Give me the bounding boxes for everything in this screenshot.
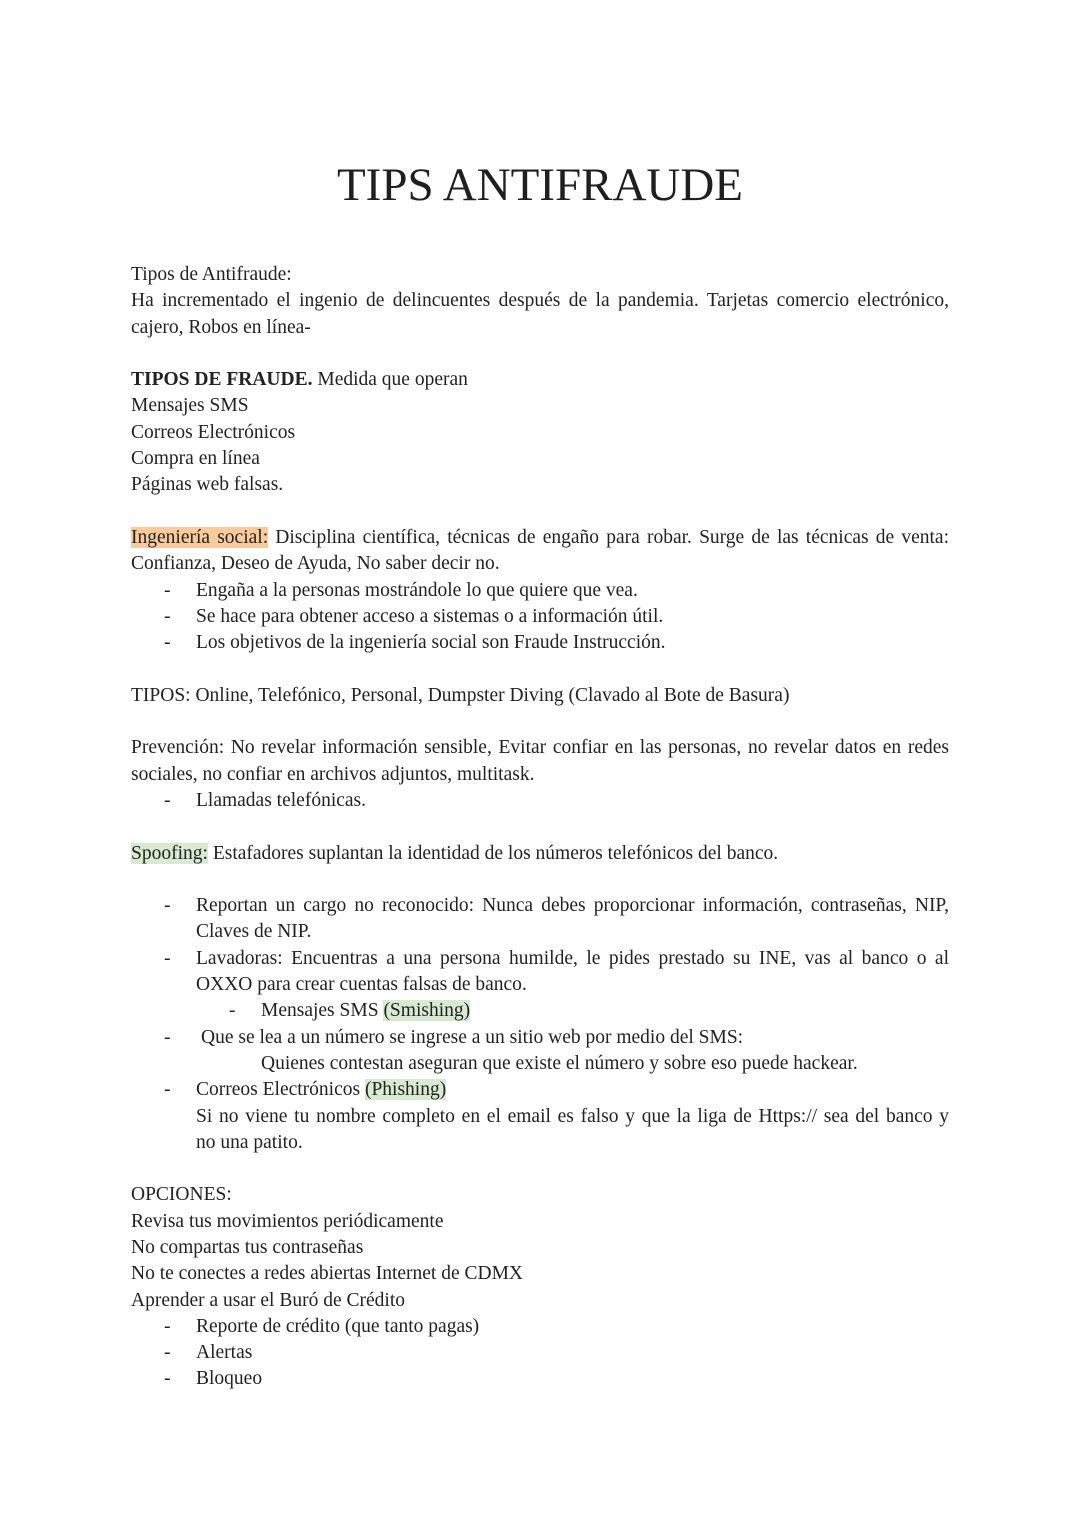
smishing-label: (Smishing) [383,1000,471,1022]
intro-heading: Tipos de Antifraude: [131,264,292,285]
bullet-continuation: Si no viene tu nombre completo en el email es falso y que la liga de Https:// sea del banco y [196,1105,949,1127]
phishing-text: Correos Electrónicos [196,1079,365,1101]
list-item [131,604,949,630]
bullet-text: Alertas [196,1342,253,1364]
prevention-line-1: Prevención: No revelar información sensible, Evitar confiar en las personas, no revelar datos en redes [131,737,949,759]
fraud-type-item: Compra en línea [131,448,260,470]
list-item [131,578,949,604]
bullet-continuation: no una patito. [196,1131,303,1153]
bullet-text: Reporte de crédito (que tanto pagas) [196,1315,480,1337]
intro-line-1: Ha incrementado el ingenio de delincuentes después de la pandemia. Tarjetas comercio electrónico, [131,290,949,312]
smishing-text: Mensajes SMS [261,1000,384,1022]
list-item [131,1366,949,1392]
fraud-types-heading-bold: TIPOS DE FRAUDE. [131,369,313,391]
bullet-text: Engaña a la personas mostrándole lo que quiere que vea. [196,579,638,601]
list-item [131,946,949,972]
option-item: Revisa tus movimientos periódicamente [131,1210,444,1232]
bullet-dash: - [164,605,171,627]
bullet-text: Llamadas telefónicas. [196,789,367,811]
list-item [131,630,949,656]
social-engineering-line-1 [131,525,949,551]
types-line: TIPOS: Online, Telefónico, Personal, Dumpster Diving (Clavado al Bote de Basura) [131,684,790,706]
prevention-line-2: sociales, no confiar en archivos adjuntos, multitask. [131,763,535,785]
spoofing-line [131,841,949,867]
social-engineering-line-2: Confianza, Deseo de Ayuda, No saber decir no. [131,553,500,575]
option-item: No compartas tus contraseñas [131,1236,364,1258]
fraud-type-item: Páginas web falsas. [131,474,284,496]
bullet-text: Que se lea a un número se ingrese a un sitio web por medio del SMS: [201,1026,744,1048]
social-engineering-label: Ingeniería social: [131,526,269,548]
list-item [131,788,949,814]
bullet-dash: - [164,789,171,811]
bullet-dash: - [164,579,171,601]
page-title: TIPS ANTIFRAUDE [336,159,744,211]
bullet-continuation: Claves de NIP. [196,921,312,943]
intro-line-2: cajero, Robos en línea- [131,316,311,338]
list-item [131,1025,949,1051]
fraud-types-heading-rest: Medida que operan [312,369,468,391]
bullet-text: Se hace para obtener acceso a sistemas o a información útil. [196,605,664,627]
sub-list-item [131,998,949,1024]
spoofing-label: Spoofing: [131,842,208,864]
list-item [131,1077,949,1103]
fraud-type-item: Correos Electrónicos [131,421,296,443]
bullet-detail: Quienes contestan aseguran que existe el número y sobre eso puede hackear. [261,1052,858,1074]
option-item: No te conectes a redes abiertas Internet de CDMX [131,1263,524,1285]
bullet-dash: - [164,895,171,917]
bullet-text [131,998,949,1024]
phishing-label: (Phishing) [364,1079,447,1101]
bullet-continuation: OXXO para crear cuentas falsas de banco. [196,974,527,996]
list-item [131,893,949,919]
bullet-dash: - [164,1026,171,1048]
list-item [131,1340,949,1366]
bullet-text: Bloqueo [196,1368,263,1390]
option-item: Aprender a usar el Buró de Crédito [131,1289,405,1311]
bullet-text [131,1077,949,1103]
bullet-text: Lavadoras: Encuentras a una persona humilde, le pides prestado su INE, vas al banco o al [196,947,949,969]
social-engineering-definition: Disciplina científica, técnicas de engaño para robar. Surge de las técnicas de venta: [268,526,949,548]
options-heading: OPCIONES: [131,1184,232,1206]
bullet-dash: - [164,947,171,969]
bullet-dash: - [164,632,171,654]
list-item [131,1314,949,1340]
bullet-dash: - [164,1368,171,1390]
bullet-text: Reportan un cargo no reconocido: Nunca debes proporcionar información, contraseñas, NIP, [196,895,949,917]
bullet-dash: - [164,1315,171,1337]
bullet-dash: - [164,1079,171,1101]
bullet-dash: - [164,1342,171,1364]
spoofing-definition: Estafadores suplantan la identidad de los números telefónicos del banco. [207,842,779,864]
fraud-types-heading [131,367,949,393]
fraud-type-item: Mensajes SMS [131,395,249,417]
bullet-dash: - [229,1000,236,1022]
bullet-text: Los objetivos de la ingeniería social son Fraude Instrucción. [196,632,666,654]
document-body [131,262,949,1393]
